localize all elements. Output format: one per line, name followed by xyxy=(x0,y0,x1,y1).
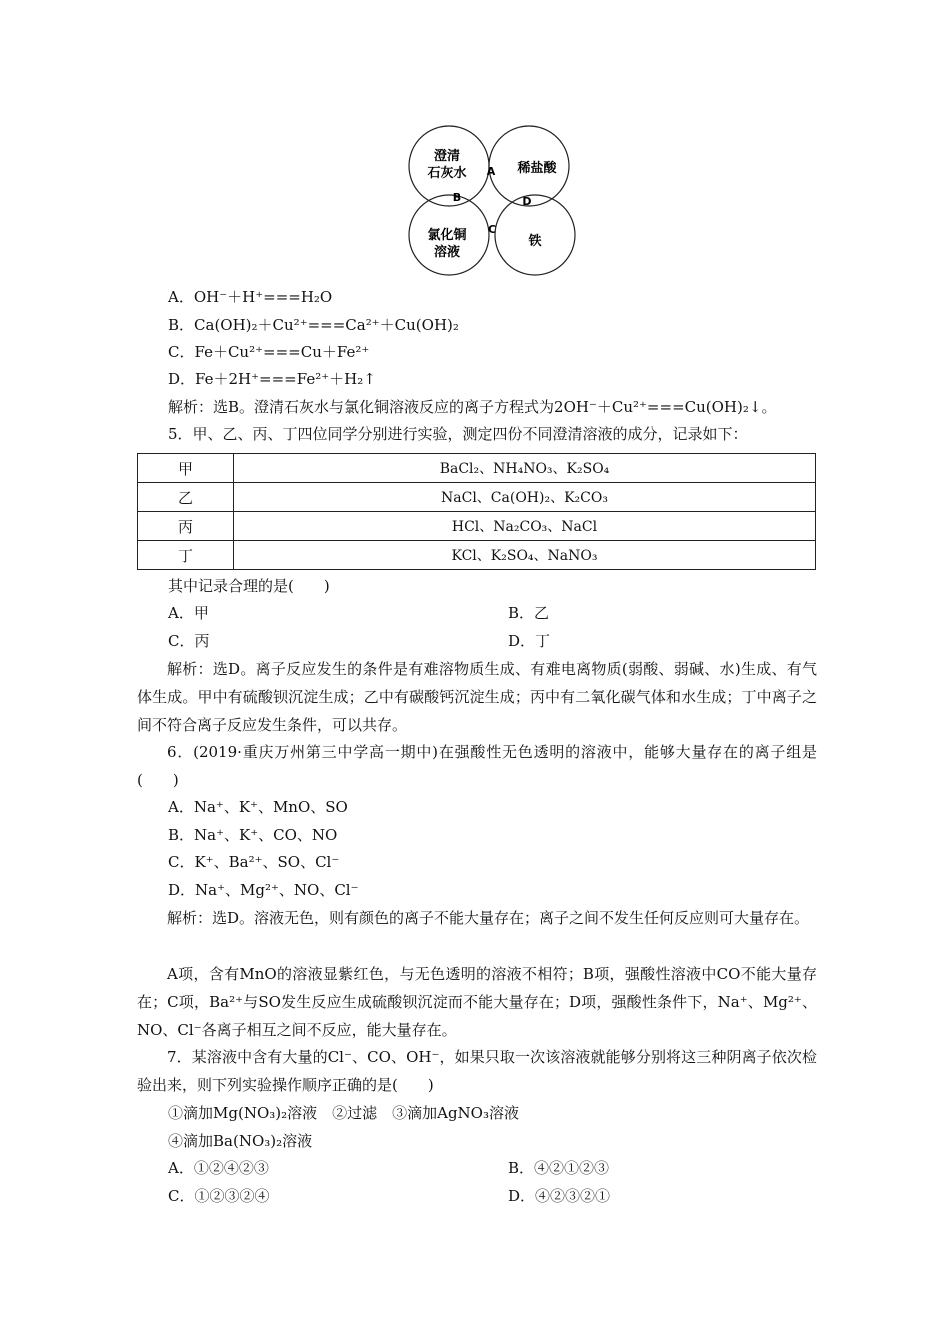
q6-option-b: B．Na⁺、K⁺、CO、NO xyxy=(168,826,338,844)
q6-stem: 6．(2019·重庆万州第三中学高一期中)在强酸性无色透明的溶液中，能够大量存在的离子组是( ) xyxy=(137,743,817,789)
q7-option-a: A．①②④②③ xyxy=(168,1159,269,1177)
q5-question: 其中记录合理的是( ) xyxy=(168,577,330,595)
q4-option-d: D．Fe＋2H⁺===Fe²⁺＋H₂↑ xyxy=(168,370,376,388)
q4-option-b: B．Ca(OH)₂＋Cu²⁺===Ca²⁺＋Cu(OH)₂ xyxy=(168,316,459,334)
venn-label-limewater-1: 澄清 xyxy=(433,149,461,164)
q5-option-c: C．丙 xyxy=(168,632,210,650)
venn-label-cucl2-2: 溶液 xyxy=(433,245,461,260)
q6-analysis-2: A项，含有MnO的溶液显紫红色，与无色透明的溶液不相符；B项，强酸性溶液中CO不能大量存在；C项，Ba²⁺与SO发生反应生成硫酸钡沉淀而不能大量存在；D项，强酸性条件下，Na⁺、Mg²⁺、NO、Cl⁻各离子相互之间不反应，能大量存在。 xyxy=(137,965,817,1039)
table-cell-student: 乙 xyxy=(138,483,234,512)
table-cell-student: 丙 xyxy=(138,512,234,541)
q4-option-c: C．Fe＋Cu²⁺===Cu＋Fe²⁺ xyxy=(168,343,370,361)
table-row xyxy=(138,512,816,541)
venn-region-a: A xyxy=(486,165,496,178)
q7-stem: 7．某溶液中含有大量的Cl⁻、CO、OH⁻，如果只取一次该溶液就能够分别将这三种阴离子依次检验出来，则下列实验操作顺序正确的是( ) xyxy=(137,1048,817,1094)
q7-option-b: B．④②①②③ xyxy=(508,1159,610,1177)
q5-option-a: A．甲 xyxy=(168,604,209,622)
q5-stem: 5．甲、乙、丙、丁四位同学分别进行实验，测定四份不同澄清溶液的成分，记录如下： xyxy=(168,425,748,443)
table-row xyxy=(138,483,816,512)
q7-option-d: D．④②③②① xyxy=(508,1187,611,1205)
q5-option-d: D．丁 xyxy=(508,632,551,650)
venn-region-c: C xyxy=(487,223,497,236)
venn-diagram xyxy=(405,122,580,280)
q6-option-a: A．Na⁺、K⁺、MnO、SO xyxy=(168,798,348,816)
q7-option-c: C．①②③②④ xyxy=(168,1187,270,1205)
q7-steps-2: ④滴加Ba(NO₃)₂溶液 xyxy=(168,1132,313,1150)
q5-record-table xyxy=(137,453,816,570)
venn-region-b: B xyxy=(452,191,462,204)
table-cell-content: KCl、K₂SO₄、NaNO₃ xyxy=(234,541,816,570)
venn-svg xyxy=(405,122,580,280)
venn-label-iron: 铁 xyxy=(528,234,542,249)
q4-option-a: A．OH⁻＋H⁺===H₂O xyxy=(168,288,333,306)
q6-option-d: D．Na⁺、Mg²⁺、NO、Cl⁻ xyxy=(168,881,359,899)
table-row xyxy=(138,541,816,570)
q5-analysis: 解析：选D。离子反应发生的条件是有难溶物质生成、有难电离物质(弱酸、弱碱、水)生成、有气体生成。甲中有硫酸钡沉淀生成；乙中有碳酸钙沉淀生成；丙中有二氧化碳气体和水生成；丁中离子之间不符合离子反应发生条件，可以共存。 xyxy=(137,660,817,734)
venn-region-d: D xyxy=(522,195,532,208)
q5-option-b: B．乙 xyxy=(508,604,550,622)
venn-label-cucl2-1: 氯化铜 xyxy=(427,228,467,243)
table-cell-student: 甲 xyxy=(138,454,234,483)
table-row xyxy=(138,454,816,483)
q6-option-c: C．K⁺、Ba²⁺、SO、Cl⁻ xyxy=(168,853,340,871)
table-cell-content: HCl、Na₂CO₃、NaCl xyxy=(234,512,816,541)
table-cell-content: BaCl₂、NH₄NO₃、K₂SO₄ xyxy=(234,454,816,483)
table-cell-content: NaCl、Ca(OH)₂、K₂CO₃ xyxy=(234,483,816,512)
q7-steps-1: ①滴加Mg(NO₃)₂溶液 ②过滤 ③滴加AgNO₃溶液 xyxy=(168,1104,519,1122)
venn-label-hcl: 稀盐酸 xyxy=(517,161,557,176)
q4-analysis: 解析：选B。澄清石灰水与氯化铜溶液反应的离子方程式为2OH⁻＋Cu²⁺===Cu(OH)₂↓。 xyxy=(168,398,777,416)
venn-label-limewater-2: 石灰水 xyxy=(427,166,467,181)
q6-analysis-1: 解析：选D。溶液无色，则有颜色的离子不能大量存在；离子之间不发生任何反应则可大量存在。 xyxy=(167,909,810,927)
table-cell-student: 丁 xyxy=(138,541,234,570)
